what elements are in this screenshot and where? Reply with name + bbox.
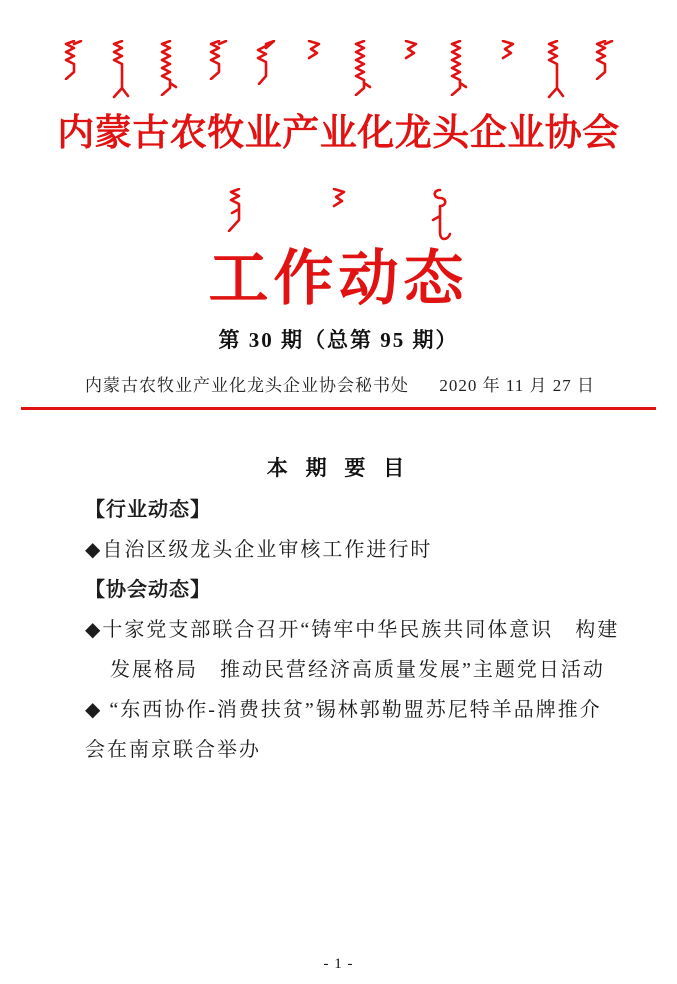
issue-number-line: 第 30 期（总第 95 期） [218, 328, 459, 353]
publish-date: 2020 年 11 月 27 日 [439, 376, 595, 396]
mongolian-glyph [109, 40, 133, 102]
mongolian-glyph [61, 40, 85, 80]
mongolian-glyph [447, 40, 471, 96]
toc-entry-section: 【协会动态】 [85, 579, 211, 602]
page-number: - 1 - [323, 956, 354, 972]
red-divider-rule [21, 407, 656, 410]
bulletin-title: 工作动态 [208, 246, 469, 313]
org-name-chinese: 内蒙古农牧业产业化龙头企业协会 [57, 113, 620, 154]
mongolian-glyph [544, 40, 568, 102]
toc-entry-section: 【行业动态】 [85, 499, 211, 522]
publication-info-row [0, 371, 677, 396]
mongolian-glyph [592, 40, 616, 80]
publisher-name: 内蒙古农牧业产业化龙头企业协会秘书处 [85, 376, 409, 396]
mongolian-glyph [157, 40, 181, 96]
mongolian-script-banner-mid [226, 188, 452, 246]
mongolian-glyph [302, 40, 326, 60]
mongolian-glyph [327, 188, 351, 208]
toc-entry-item: 会在南京联合举办 [85, 739, 261, 762]
toc-entry-item: ◆十家党支部联合召开“铸牢中华民族共同体意识 构建 [85, 619, 620, 642]
toc-entry-item: ◆自治区级龙头企业审核工作进行时 [85, 539, 433, 562]
toc-entry-item: ◆ “东西协作-消费扶贫”锡林郭勒盟苏尼特羊品牌推介 [85, 699, 602, 722]
toc-entry-item: 发展格局 推动民营经济高质量发展”主题党日活动 [110, 659, 605, 682]
mongolian-script-banner-top [61, 40, 617, 104]
mongolian-glyph [428, 188, 452, 244]
toc-heading: 本 期 要 目 [266, 457, 411, 481]
mongolian-glyph [399, 40, 423, 60]
mongolian-glyph [206, 40, 230, 80]
mongolian-glyph [226, 188, 250, 232]
toc-list [0, 490, 677, 770]
mongolian-glyph [496, 40, 520, 60]
mongolian-glyph [254, 40, 278, 85]
mongolian-glyph [351, 40, 375, 96]
